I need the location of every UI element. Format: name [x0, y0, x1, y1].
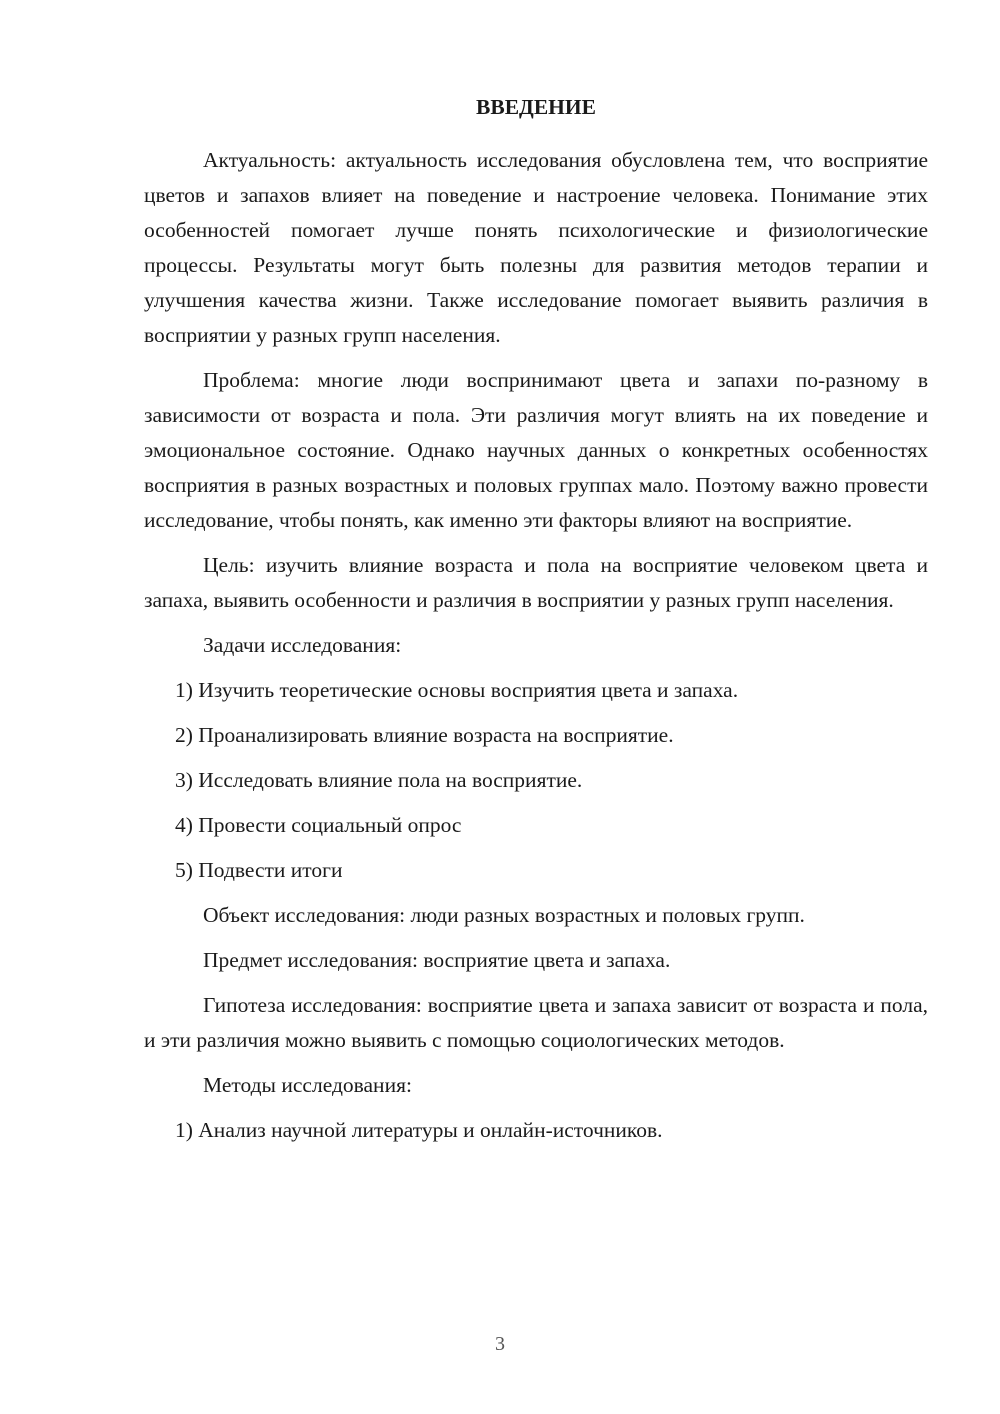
document-page — [144, 90, 928, 1158]
task-item: 5) Подвести итоги — [175, 858, 343, 882]
method-item: 1) Анализ научной литературы и онлайн-источников. — [175, 1118, 663, 1142]
problem-paragraph: Проблема: многие люди воспринимают цвета и запахи по-разному в зависимости от возраста и пола. Эти различия могут влиять на их поведение и эмоциональное состояние. Однако научных данных о конкретных особенностях восприятия в разных возрастных и половых группах мало. Поэтому важно провести исследование, чтобы понять, как именно эти факторы влияют на восприятие. — [144, 368, 928, 532]
task-item: 3) Исследовать влияние пола на восприятие. — [175, 768, 583, 792]
subject-paragraph: Предмет исследования: восприятие цвета и запаха. — [203, 948, 671, 972]
task-item: 4) Провести социальный опрос — [175, 813, 462, 837]
section-title: ВВЕДЕНИЕ — [476, 95, 596, 119]
task-item: 1) Изучить теоретические основы восприятия цвета и запаха. — [175, 678, 739, 702]
object-paragraph: Объект исследования: люди разных возрастных и половых групп. — [203, 903, 805, 927]
tasks-heading: Задачи исследования: — [203, 633, 402, 657]
hypothesis-paragraph: Гипотеза исследования: восприятие цвета и запаха зависит от возраста и пола, и эти различия можно выявить с помощью социологических методов. — [144, 993, 928, 1052]
goal-paragraph: Цель: изучить влияние возраста и пола на восприятие человеком цвета и запаха, выявить особенности и различия в восприятии у разных групп населения. — [144, 553, 928, 612]
task-item: 2) Проанализировать влияние возраста на восприятие. — [175, 723, 674, 747]
relevance-paragraph: Актуальность: актуальность исследования обусловлена тем, что восприятие цветов и запахов влияет на поведение и настроение человека. Понимание этих особенностей помогает лучше понять психологические и физиологические процессы. Результаты могут быть полезны для развития методов терапии и улучшения качества жизни. Также исследование помогает выявить различия в восприятии у разных групп населения. — [144, 148, 928, 347]
methods-heading: Методы исследования: — [203, 1073, 412, 1097]
page-number: 3 — [495, 1333, 505, 1355]
